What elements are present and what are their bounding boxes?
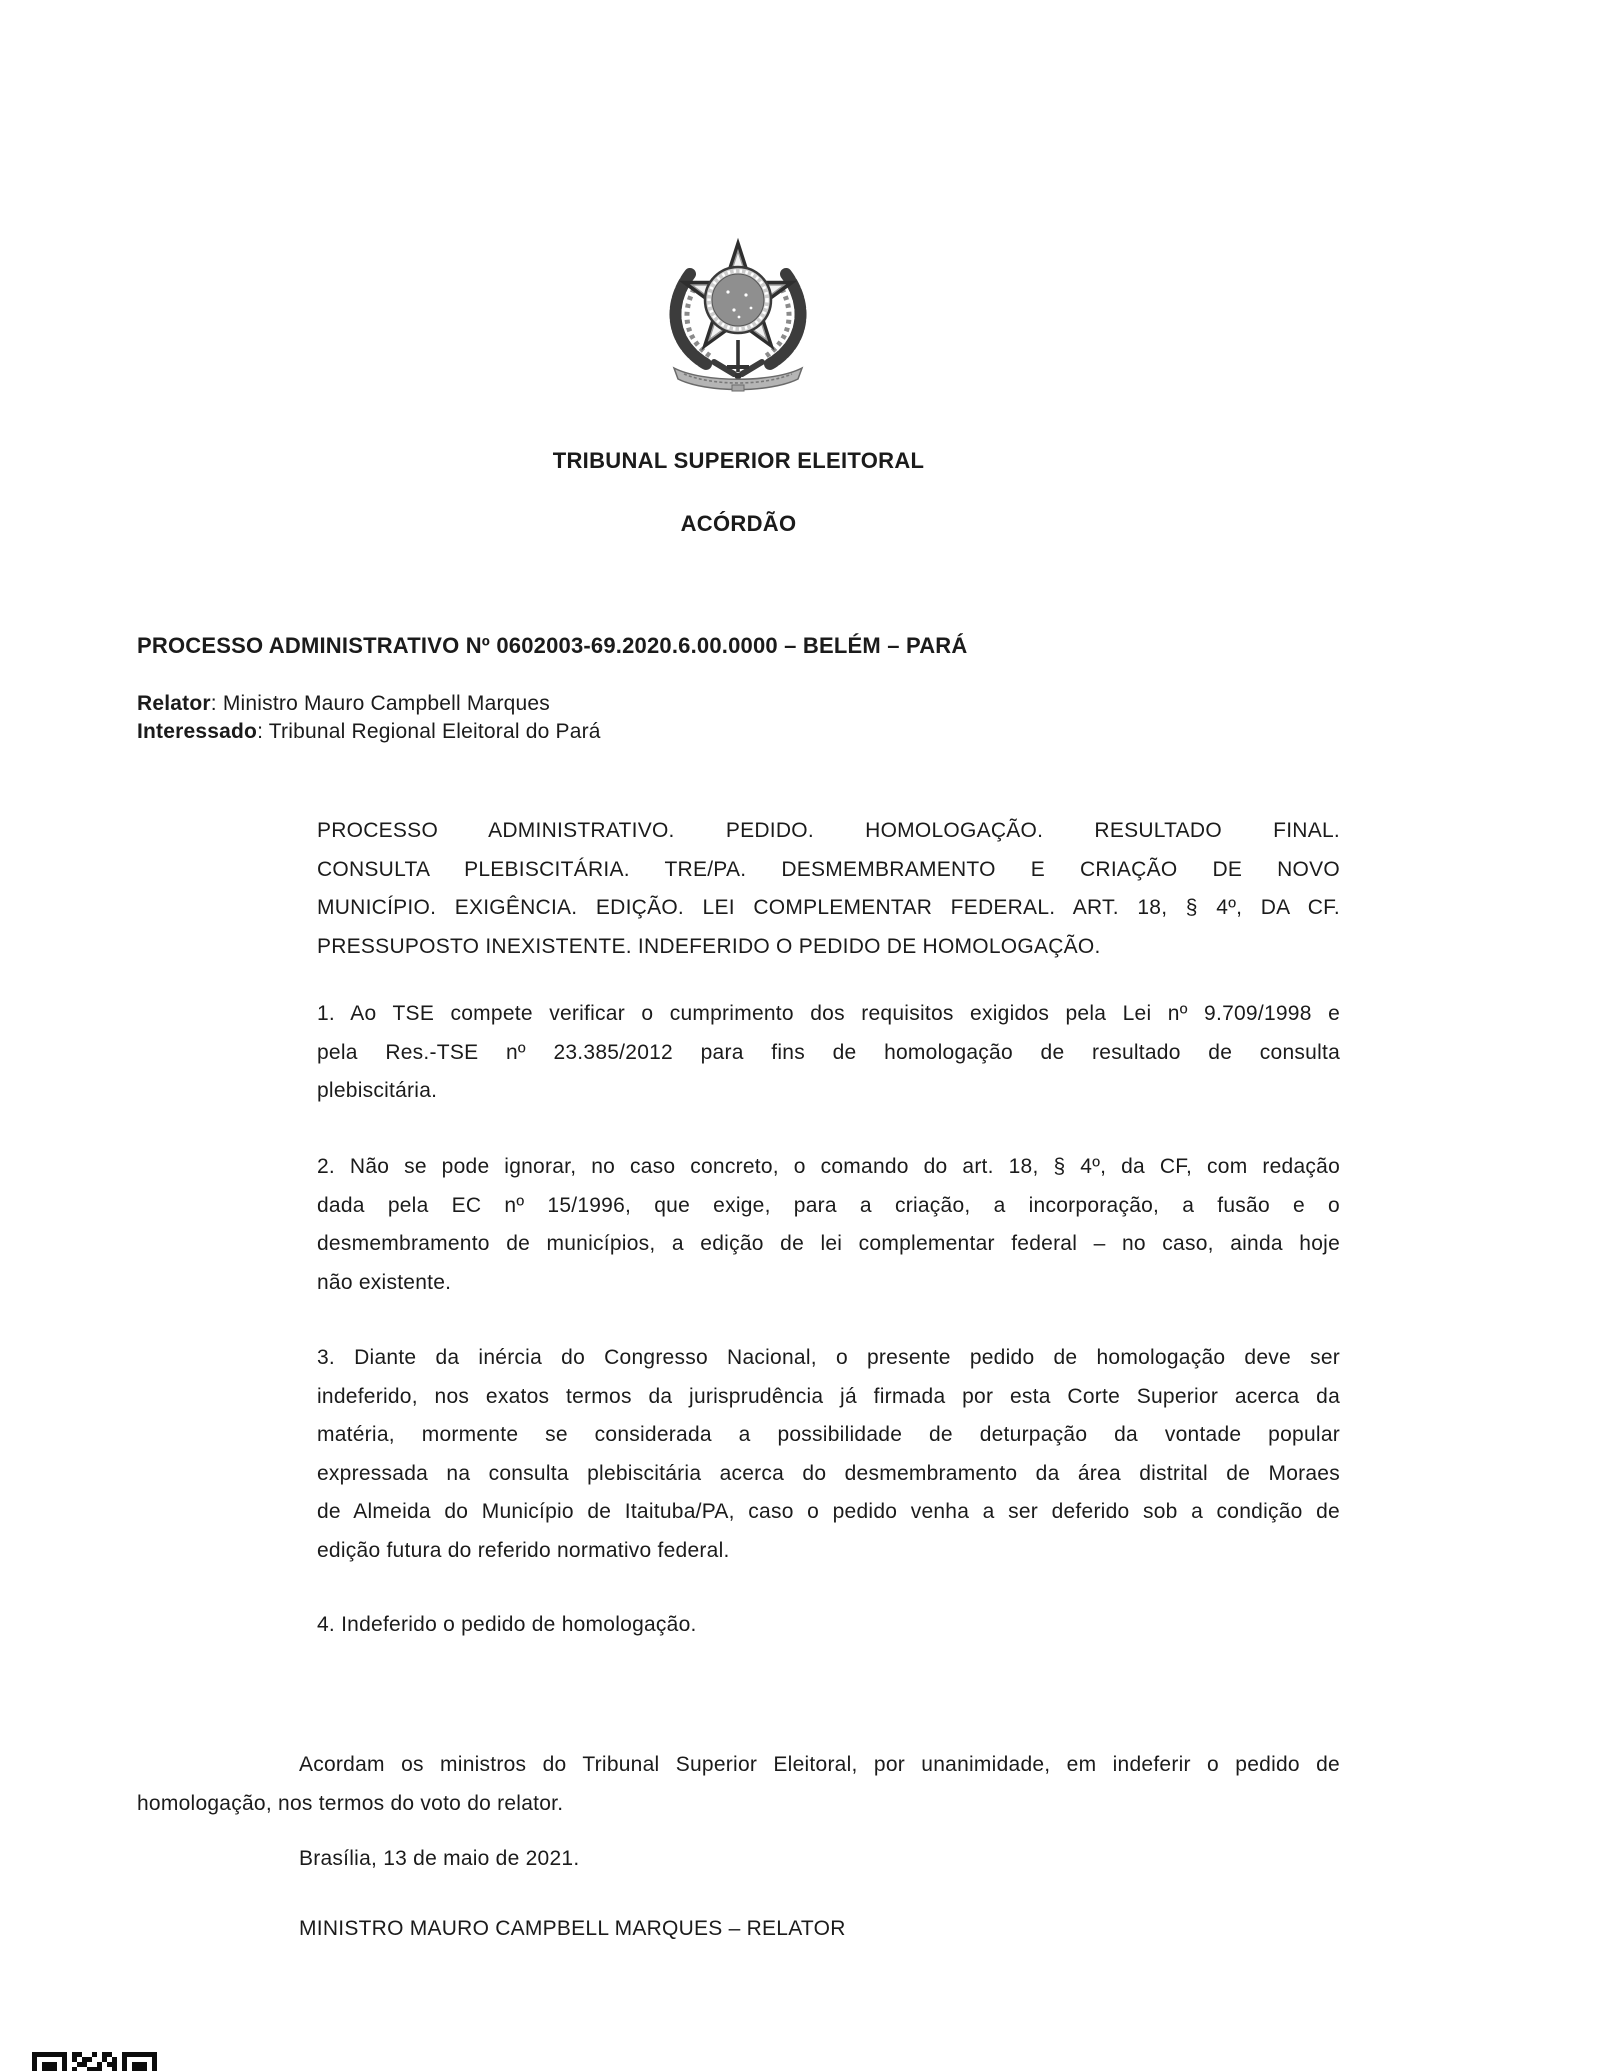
relator-label: Relator (137, 692, 211, 715)
text-line: 3. Diante da inércia do Congresso Nacional, o presente pedido de homologação deve ser (317, 1346, 1340, 1369)
text-line: dada pela EC nº 15/1996, que exige, para a criação, a incorporação, a fusão e o (317, 1193, 1340, 1217)
process-number-line: PROCESSO ADMINISTRATIVO Nº 0602003-69.2020.6.00.0000 – BELÉM – PARÁ (137, 633, 968, 658)
ementa-item-2 (317, 1148, 1340, 1302)
text-line: 2. Não se pode ignorar, no caso concreto, o comando do art. 18, § 4º, da CF, com redação (317, 1155, 1340, 1178)
text-line: edição futura do referido normativo federal. (317, 1538, 730, 1562)
ementa-item-4 (317, 1606, 1340, 1645)
brazil-coat-of-arms-icon (658, 222, 818, 392)
text-line: PRESSUPOSTO INEXISTENTE. INDEFERIDO O PEDIDO DE HOMOLOGAÇÃO. (317, 934, 1101, 958)
relator-line (137, 690, 601, 718)
relator-value: : Ministro Mauro Campbell Marques (210, 692, 550, 715)
date-line: Brasília, 13 de maio de 2021. (299, 1847, 580, 1870)
text-line: CONSULTA PLEBISCITÁRIA. TRE/PA. DESMEMBRAMENTO E CRIAÇÃO DE NOVO (317, 857, 1340, 881)
text-line: expressada na consulta plebiscitária acerca do desmembramento da área distrital de Moraes (317, 1461, 1340, 1485)
text-line: homologação, nos termos do voto do relator. (137, 1791, 564, 1815)
text-line: não existente. (317, 1270, 452, 1294)
text-line: pela Res.-TSE nº 23.385/2012 para fins de homologação de resultado de consulta (317, 1040, 1340, 1064)
ementa-item-1 (317, 995, 1340, 1111)
text-line: 4. Indeferido o pedido de homologação. (317, 1613, 697, 1636)
interessado-label: Interessado (137, 720, 258, 743)
text-line: 1. Ao TSE compete verificar o cumprimento dos requisitos exigidos pela Lei nº 9.709/1998 e (317, 1002, 1340, 1025)
text-line: plebiscitária. (317, 1079, 438, 1102)
ementa-paragraph (317, 812, 1340, 966)
text-line: desmembramento de municípios, a edição de lei complementar federal – no caso, ainda hoje (317, 1232, 1340, 1255)
text-line: PROCESSO ADMINISTRATIVO. PEDIDO. HOMOLOGAÇÃO. RESULTADO FINAL. (317, 819, 1340, 842)
interessado-line (137, 718, 601, 746)
document-type-title: ACÓRDÃO (680, 511, 797, 536)
text-line: matéria, mormente se considerada a possibilidade de deturpação da vontade popular (317, 1423, 1340, 1446)
decision-paragraph (137, 1746, 1340, 1823)
court-name-title: TRIBUNAL SUPERIOR ELEITORAL (552, 448, 925, 473)
text-line: Acordam os ministros do Tribunal Superior Eleitoral, por unanimidade, em indeferir o pedido de (299, 1753, 1340, 1776)
process-parties-block (137, 690, 601, 746)
qr-code-icon (32, 2052, 157, 2071)
text-line: indeferido, nos exatos termos da jurisprudência já firmada por esta Corte Superior acerca da (317, 1384, 1340, 1408)
ementa-item-3 (317, 1339, 1340, 1570)
text-line: MUNICÍPIO. EXIGÊNCIA. EDIÇÃO. LEI COMPLEMENTAR FEDERAL. ART. 18, § 4º, DA CF. (317, 896, 1340, 919)
interessado-value: : Tribunal Regional Eleitoral do Pará (257, 720, 601, 743)
signature-line: MINISTRO MAURO CAMPBELL MARQUES – RELATOR (299, 1917, 846, 1940)
text-line: de Almeida do Município de Itaituba/PA, caso o pedido venha a ser deferido sob a condição de (317, 1500, 1340, 1523)
